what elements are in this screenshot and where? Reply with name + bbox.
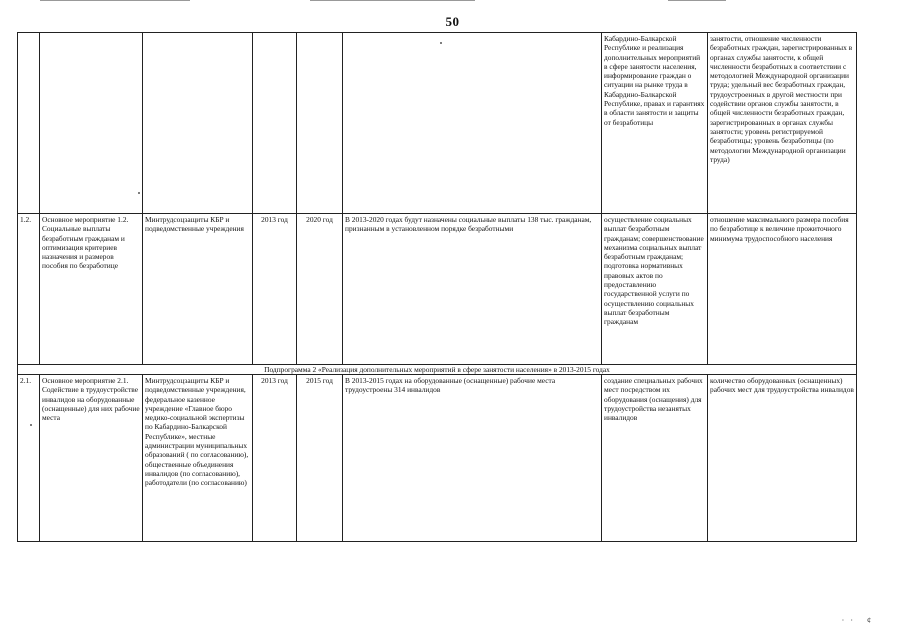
cell-num: 2.1. [18, 375, 40, 542]
cell-result: В 2013-2020 годах будут назначены социальные выплаты 138 тыс. гражданам, признанным в установленном порядке безработными [343, 214, 602, 365]
scan-speck [440, 42, 442, 44]
program-table [17, 32, 857, 542]
cell-event: Основное мероприятие 2.1. Содействие в трудоустройстве инвалидов на оборудованные (оснащенные) для них рабочие места [40, 375, 143, 542]
cell-executor [143, 33, 253, 214]
top-rule-right [668, 0, 726, 1]
cell-executor: Минтрудсоцзащиты КБР и подведомственные учреждения, федеральное казенное учреждение «Главное бюро медико-социальной экспертизы по Кабардино-Балкарской Республике», местные администрации муниципальных образований ( по согласованию), общественные объединения инвалидов (по согласованию), работодатели (по согласованию) [143, 375, 253, 542]
cell-indicator: занятости, отношение численности безработных граждан, зарегистрированных в органах службы занятости, к общей численности безработных в соответствии с методологией Международной организации труда; удельный вес безработных граждан, трудоустроенных в другой местности при содействии органов службы занятости, в общей численности безработных граждан, зарегистрированных в органах службы занятости; уровень регистрируемой безработицы; уровень безработицы (по методологии Международной организации труда) [708, 33, 857, 214]
cell-result [343, 33, 602, 214]
table-row [18, 375, 857, 542]
table-row [18, 214, 857, 365]
subprogram-heading: Подпрограмма 2 «Реализация дополнительных мероприятий в сфере занятости населения» в 2013-2015 годах [18, 365, 857, 375]
cell-event [40, 33, 143, 214]
scan-speck [138, 192, 140, 194]
cell-start: 2013 год [253, 375, 297, 542]
cell-event: Основное мероприятие 1.2. Социальные выплаты безработным гражданам и оптимизация критериев назначения и размеров пособия по безработице [40, 214, 143, 365]
cell-end: 2015 год [297, 375, 343, 542]
top-rule-mid [310, 0, 475, 1]
cell-end: 2020 год [297, 214, 343, 365]
cell-start [253, 33, 297, 214]
scan-speck [30, 424, 32, 426]
cell-consequences: осуществление социальных выплат безработным гражданам; совершенствование механизма социальных выплат безработным гражданам; подготовка нормативных правовых актов по предоставлению государственной услуги по осуществлению социальных выплат безработным гражданам [602, 214, 708, 365]
cell-executor: Минтрудсоцзащиты КБР и подведомственные учреждения [143, 214, 253, 365]
subprogram-heading-row [18, 365, 857, 375]
top-rule-left [40, 0, 190, 1]
table-row [18, 33, 857, 214]
cell-indicator: отношение максимального размера пособия по безработице к величине прожиточного минимума трудоспособного населения [708, 214, 857, 365]
cell-end [297, 33, 343, 214]
cell-consequences: создание специальных рабочих мест посредством их оборудования (оснащения) для трудоустройства незанятых инвалидов [602, 375, 708, 542]
cell-consequences: Кабардино-Балкарской Республике и реализация дополнительных мероприятий в сфере занятости населения, информирование граждан о ситуации на рынке труда в Кабардино-Балкарской Республике, правах и гарантиях в области занятости и защиты от безработицы [602, 33, 708, 214]
cell-indicator: количество оборудованных (оснащенных) рабочих мест для трудоустройства инвалидов [708, 375, 857, 542]
footer-marks: ·· ¢ [841, 616, 877, 625]
cell-result: В 2013-2015 годах на оборудованные (оснащенные) рабочие места трудоустроены 314 инвалидов [343, 375, 602, 542]
cell-num [18, 33, 40, 214]
cell-start: 2013 год [253, 214, 297, 365]
cell-num: 1.2. [18, 214, 40, 365]
page-number: 50 [445, 14, 460, 29]
